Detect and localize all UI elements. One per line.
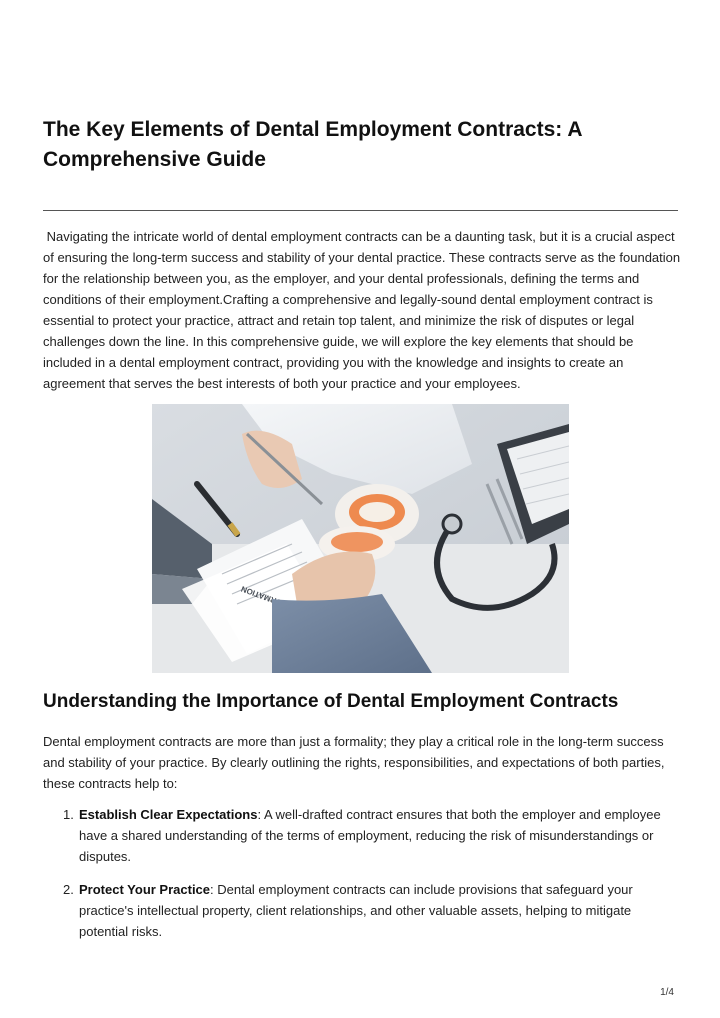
list-item [43, 879, 673, 942]
form-heading-text: INFORMATION [239, 584, 296, 612]
list-item-title: Establish Clear Expectations [79, 807, 258, 822]
list-item [43, 804, 673, 867]
list-item-number: 2. [63, 882, 74, 897]
list-item-text: : A well-drafted contract ensures that both the employer and employee have a shared understanding of the terms of employment, reducing the risk of misunderstandings or disputes. [79, 807, 661, 864]
list-item-text: : Dental employment contracts can include provisions that safeguard your practice's intellectual property, client relationships, and other valuable assets, helping to mitigate potential risks. [79, 882, 633, 939]
document-title: The Key Elements of Dental Employment Contracts: A Comprehensive Guide [43, 118, 582, 171]
benefits-list [43, 804, 673, 954]
section-paragraph: Dental employment contracts are more than just a formality; they play a critical role in the long-term success and stability of your practice. By clearly outlining the rights, responsibilities, and expectations of both parties, these contracts help to: [43, 734, 665, 791]
page-number: 1/4 [660, 987, 674, 998]
section-heading: Understanding the Importance of Dental Employment Contracts [43, 691, 619, 712]
dental-consultation-photo [152, 404, 569, 673]
list-item-title: Protect Your Practice [79, 882, 211, 897]
intro-paragraph: Navigating the intricate world of dental employment contracts can be a daunting task, but it is a crucial aspect of ensuring the long-term success and stability of your dental practice. These contracts serve as the foundation for the relationship between you, as the employer, and your dental professionals, defining the terms and conditions of their employment.Crafting a comprehensive and legally-sound dental employment contract is essential to protect your practice, attract and retain top talent, and minimize the risk of disputes or legal challenges down the line. In this comprehensive guide, we will explore the key elements that should be included in a dental employment contract, providing you with the knowledge and insights to create an agreement that serves the best interests of both your practice and your employees. [43, 229, 684, 391]
list-item-number: 1. [63, 807, 74, 822]
title-divider [43, 210, 678, 211]
